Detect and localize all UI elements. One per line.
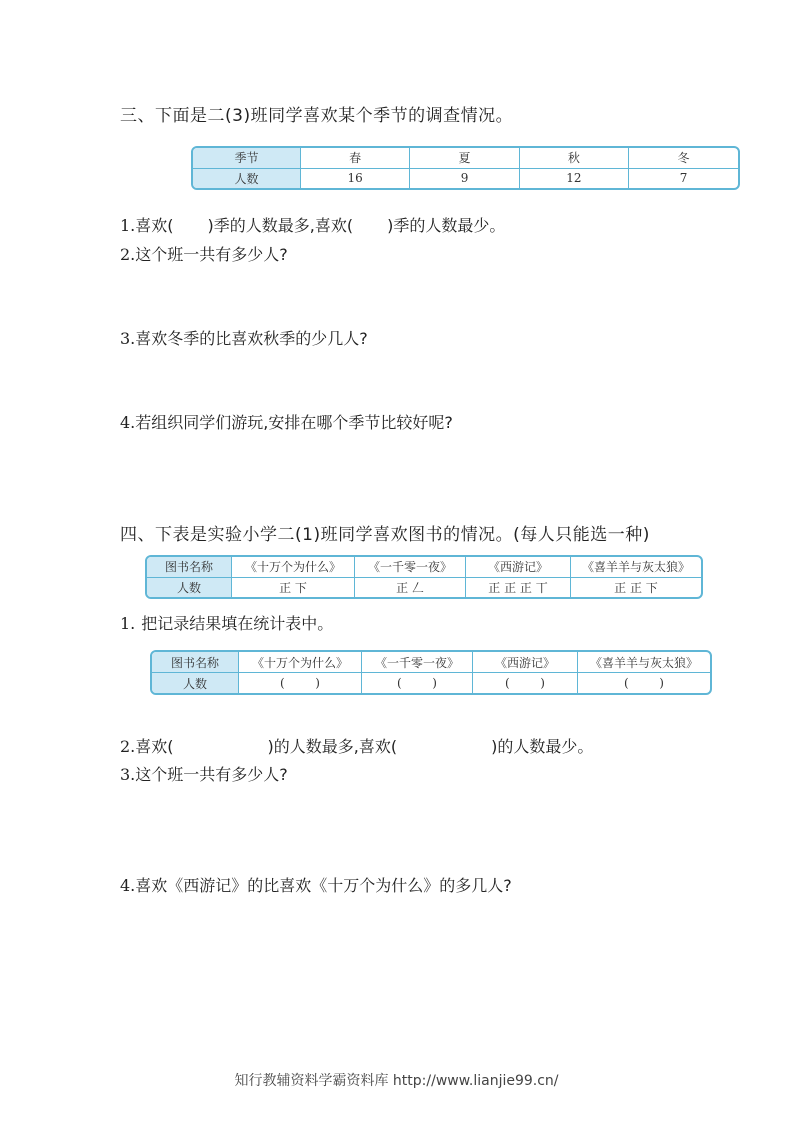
- table-cell: 秋: [519, 148, 628, 168]
- s4-question-2: [120, 734, 593, 757]
- answer-blank-cell[interactable]: ( ): [473, 673, 578, 694]
- table-row-label: 季节: [193, 148, 301, 168]
- table-cell: 夏: [410, 148, 519, 168]
- table-row: [152, 673, 710, 694]
- table-cell: 春: [301, 148, 410, 168]
- table-cell: 《十万个为什么》: [239, 652, 362, 673]
- answer-blank-cell[interactable]: ( ): [362, 673, 473, 694]
- table-cell: 12: [519, 168, 628, 188]
- table-row: [147, 557, 701, 577]
- question-text: )的人数最多,喜欢(: [267, 737, 398, 756]
- table-row-label: 人数: [152, 673, 239, 694]
- footer-watermark: 知行教辅资料学霸资料库 http://www.lianjie99.cn/: [234, 1073, 559, 1089]
- question-number: 2.: [120, 737, 136, 756]
- section-4-heading: 四、下表是实验小学二(1)班同学喜欢图书的情况。(每人只能选一种): [120, 525, 650, 545]
- question-text: 喜欢(: [135, 216, 174, 235]
- table-cell: 《西游记》: [473, 652, 578, 673]
- season-survey-table: [191, 146, 740, 190]
- question-number: 3.: [120, 329, 136, 348]
- tally-cell: 正 正 下: [571, 577, 702, 597]
- section-3-heading: 三、下面是二(3)班同学喜欢某个季节的调查情况。: [120, 106, 514, 126]
- question-number: 1.: [120, 216, 136, 235]
- table-cell: 《一千零一夜》: [362, 652, 473, 673]
- s4-question-4: [120, 873, 512, 896]
- table-row-label: 图书名称: [147, 557, 232, 577]
- question-text: 喜欢《西游记》的比喜欢《十万个为什么》的多几人?: [135, 876, 512, 895]
- table-cell: 7: [629, 168, 738, 188]
- table-row-label: 人数: [193, 168, 301, 188]
- question-text: 若组织同学们游玩,安排在哪个季节比较好呢?: [135, 413, 453, 432]
- question-number: 2.: [120, 245, 136, 264]
- tally-cell: 正 𠃋: [355, 577, 466, 597]
- question-number: 1.: [120, 614, 136, 633]
- question-text: )的人数最少。: [491, 737, 594, 756]
- book-tally-table: [145, 555, 703, 599]
- question-text: )季的人数最少。: [387, 216, 506, 235]
- table-cell: 9: [410, 168, 519, 188]
- book-count-table: [150, 650, 712, 695]
- question-text: 喜欢冬季的比喜欢秋季的少几人?: [135, 329, 368, 348]
- s3-question-1: [120, 213, 505, 236]
- question-text: 喜欢(: [135, 737, 174, 756]
- question-text: 这个班一共有多少人?: [135, 765, 288, 784]
- question-number: 3.: [120, 765, 136, 784]
- s3-question-2: [120, 242, 288, 265]
- table-cell: 冬: [629, 148, 738, 168]
- s3-question-4: [120, 410, 453, 433]
- tally-cell: 正 下: [232, 577, 355, 597]
- s4-question-1: [120, 611, 333, 634]
- table-row: [147, 577, 701, 597]
- table-cell: 《西游记》: [466, 557, 571, 577]
- table-cell: 《十万个为什么》: [232, 557, 355, 577]
- answer-blank-cell[interactable]: ( ): [239, 673, 362, 694]
- question-text: )季的人数最多,喜欢(: [207, 216, 354, 235]
- table-row: [193, 148, 738, 168]
- table-cell: 《喜羊羊与灰太狼》: [578, 652, 711, 673]
- question-text: 把记录结果填在统计表中。: [141, 614, 334, 633]
- question-number: 4.: [120, 413, 136, 432]
- question-number: 4.: [120, 876, 136, 895]
- tally-cell: 正 正 正 丅: [466, 577, 571, 597]
- table-cell: 《喜羊羊与灰太狼》: [571, 557, 702, 577]
- table-row: [152, 652, 710, 673]
- table-cell: 《一千零一夜》: [355, 557, 466, 577]
- table-row-label: 人数: [147, 577, 232, 597]
- table-row-label: 图书名称: [152, 652, 239, 673]
- answer-blank-cell[interactable]: ( ): [578, 673, 711, 694]
- s3-question-3: [120, 326, 368, 349]
- question-text: 这个班一共有多少人?: [135, 245, 288, 264]
- s4-question-3: [120, 762, 288, 785]
- table-cell: 16: [301, 168, 410, 188]
- table-row: [193, 168, 738, 188]
